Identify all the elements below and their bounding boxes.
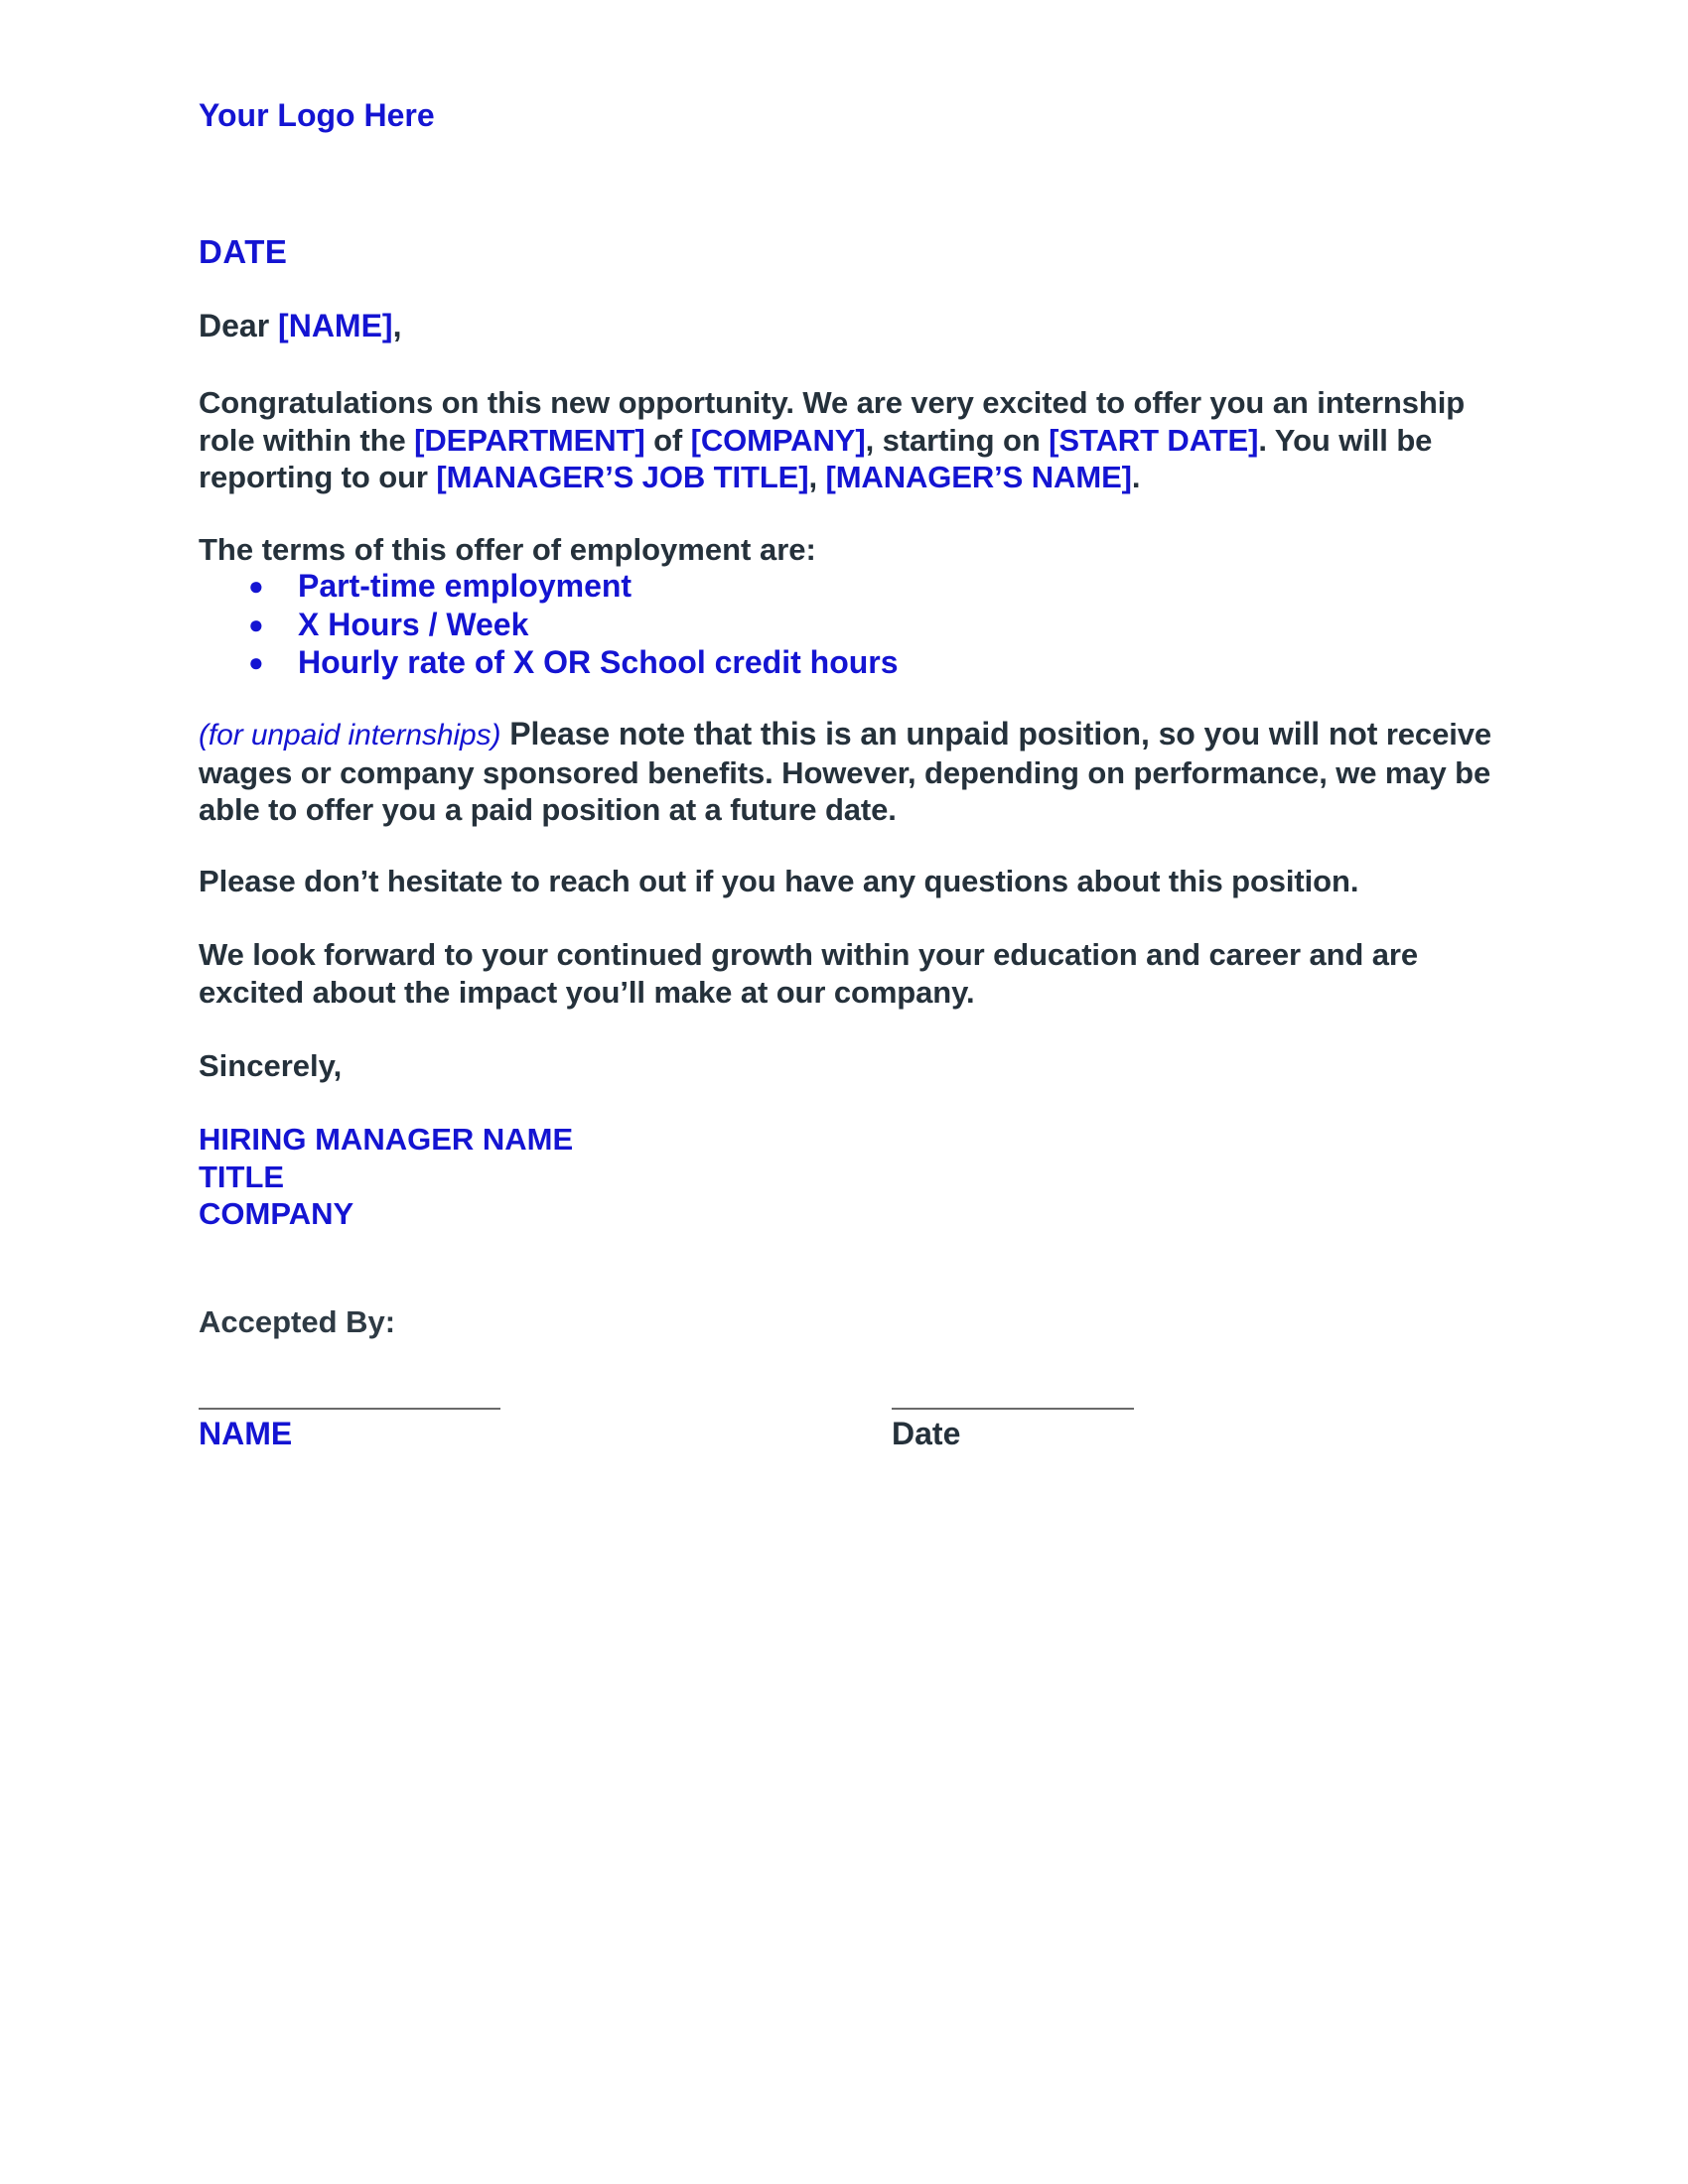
term-text: Hourly rate of X OR School credit hours [298, 644, 899, 680]
unpaid-paragraph [199, 716, 1509, 829]
department-placeholder: [DEPARTMENT] [414, 422, 645, 458]
intro-text-5: , [808, 460, 826, 494]
terms-heading: The terms of this offer of employment are: [199, 532, 816, 567]
list-item [199, 643, 899, 682]
list-item [199, 606, 899, 644]
letter-page [199, 0, 1509, 2184]
questions-paragraph: Please don’t hesitate to reach out if you have any questions about this position. [199, 864, 1359, 898]
bullet-icon: ● [248, 647, 264, 677]
company-placeholder: [COMPANY] [690, 422, 866, 458]
name-signature-line [199, 1408, 500, 1410]
closing-paragraph: We look forward to your continued growth within your education and career and are excited about the impact you’ll make at our company. [199, 937, 1419, 1010]
signature-block [199, 1121, 573, 1233]
term-text: Part-time employment [298, 568, 633, 604]
intro-paragraph [199, 384, 1509, 496]
hiring-manager-title: TITLE [199, 1159, 285, 1194]
date-signature-label: Date [892, 1416, 961, 1451]
list-item [199, 567, 899, 606]
salutation-dear: Dear [199, 308, 279, 343]
hiring-manager-company: COMPANY [199, 1196, 354, 1231]
unpaid-note: (for unpaid internships) [199, 719, 501, 751]
salutation [199, 306, 401, 345]
intro-text-6: . [1131, 460, 1141, 494]
hiring-manager-name: HIRING MANAGER NAME [199, 1122, 574, 1157]
sign-off: Sincerely, [199, 1048, 343, 1083]
salutation-comma: , [392, 308, 402, 343]
manager-name-placeholder: [MANAGER’S NAME] [825, 460, 1132, 494]
manager-title-placeholder: [MANAGER’S JOB TITLE] [436, 460, 809, 494]
unpaid-lead: Please note that this is an unpaid position, so you will not [500, 716, 1378, 751]
bullet-icon: ● [248, 571, 264, 601]
intro-text-4: . You will be reporting to our [199, 422, 1433, 494]
intro-text-2: of [644, 422, 691, 458]
start-date-placeholder: [START DATE] [1049, 422, 1259, 458]
terms-list [199, 567, 899, 682]
name-signature-label: NAME [199, 1416, 293, 1451]
date-signature-line [892, 1408, 1134, 1410]
intro-text-1: Congratulations on this new opportunity. We are very excited to offer you an internship role within the [199, 385, 1466, 458]
unpaid-rest: receive wages or company sponsored benefits. However, depending on performance, we may be able to offer you a paid position at a future date. [199, 717, 1492, 827]
logo-placeholder: Your Logo Here [199, 97, 435, 133]
term-text: X Hours / Week [298, 606, 529, 642]
letter-date: DATE [199, 233, 288, 270]
recipient-name-placeholder: [NAME] [278, 308, 393, 343]
bullet-icon: ● [248, 609, 264, 639]
intro-text-3: , starting on [865, 422, 1050, 458]
accepted-by-label: Accepted By: [199, 1304, 396, 1339]
